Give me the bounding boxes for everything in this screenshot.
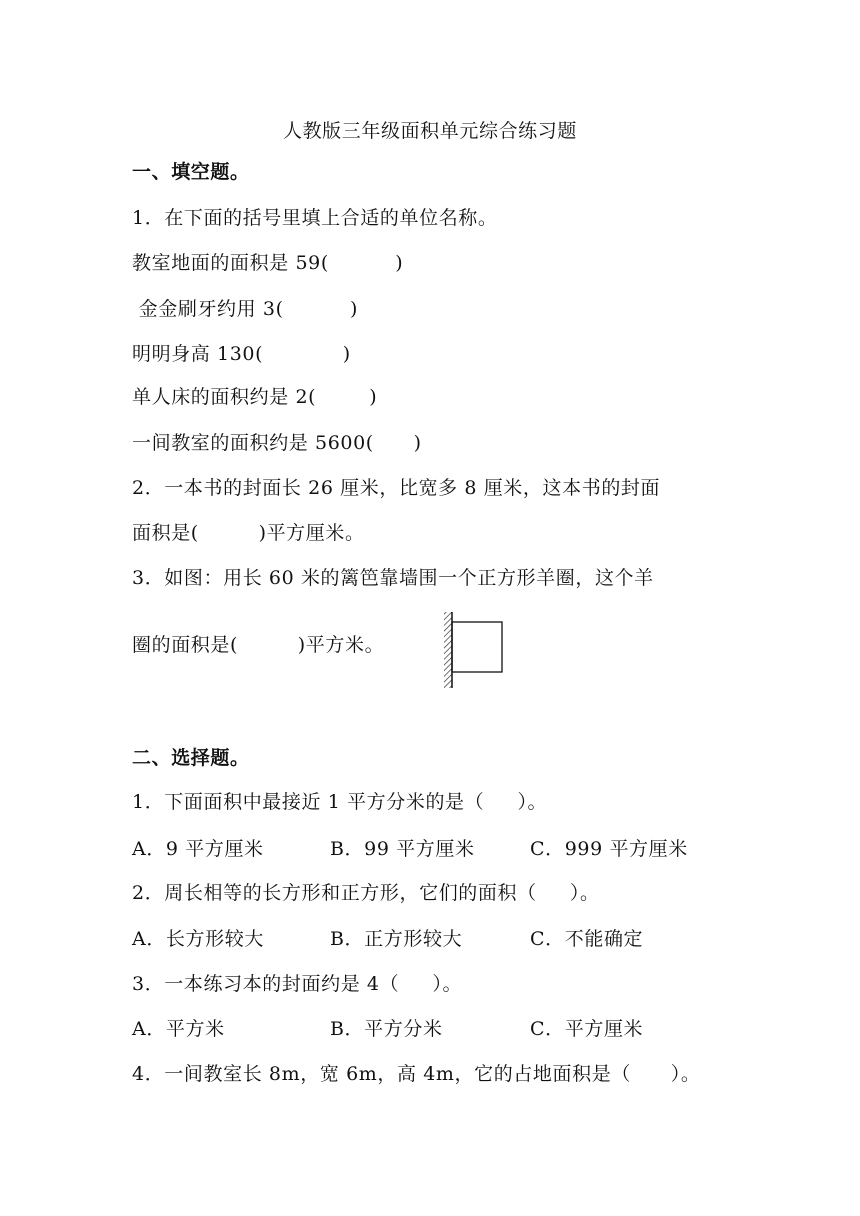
choice-question-3: 3．一本练习本的封面约是 4（ ）。: [132, 973, 463, 995]
question-2-line1: 2．一本书的封面长 26 厘米，比宽多 8 厘米，这本书的封面: [132, 477, 661, 499]
q1-item-1: 教室地面的面积是 59( ): [132, 252, 404, 274]
section1-heading: 一、填空题。: [132, 161, 250, 183]
question-3-line1: 3．如图：用长 60 米的篱笆靠墙围一个正方形羊圈，这个羊: [132, 567, 654, 589]
q1-option-b: B．99 平方厘米: [330, 838, 475, 860]
q1-option-a: A．9 平方厘米: [132, 838, 264, 860]
q2-option-c: C．不能确定: [530, 928, 644, 950]
choice-question-2: 2．周长相等的长方形和正方形，它们的面积（ ）。: [132, 882, 600, 904]
q1-item-2: 金金刷牙约用 3( ): [132, 298, 358, 320]
q3-option-c: C．平方厘米: [530, 1018, 644, 1040]
q3-option-a: A．平方米: [132, 1018, 225, 1040]
question-3-line2: 圈的面积是( )平方米。: [132, 634, 385, 656]
choice-question-1: 1．下面面积中最接近 1 平方分米的是（ ）。: [132, 791, 548, 813]
question-1: 1．在下面的括号里填上合适的单位名称。: [132, 207, 498, 229]
wall-hatch: [444, 612, 452, 688]
q1-option-c: C．999 平方厘米: [530, 838, 688, 860]
q3-option-b: B．平方分米: [330, 1018, 443, 1040]
question-2-line2: 面积是( )平方厘米。: [132, 522, 365, 544]
q1-item-4: 单人床的面积约是 2( ): [132, 386, 378, 408]
wall-square-figure: [440, 612, 510, 690]
q2-option-b: B．正方形较大: [330, 928, 463, 950]
q1-item-5: 一间教室的面积约是 5600( ): [132, 432, 422, 454]
q2-option-a: A．长方形较大: [132, 928, 264, 950]
page-title: 人教版三年级面积单元综合练习题: [282, 120, 577, 142]
q1-item-3: 明明身高 130( ): [132, 343, 351, 365]
square-pen: [452, 622, 502, 672]
choice-question-4: 4．一间教室长 8m，宽 6m，高 4m，它的占地面积是（ ）。: [132, 1063, 701, 1085]
section2-heading: 二、选择题。: [132, 747, 250, 769]
